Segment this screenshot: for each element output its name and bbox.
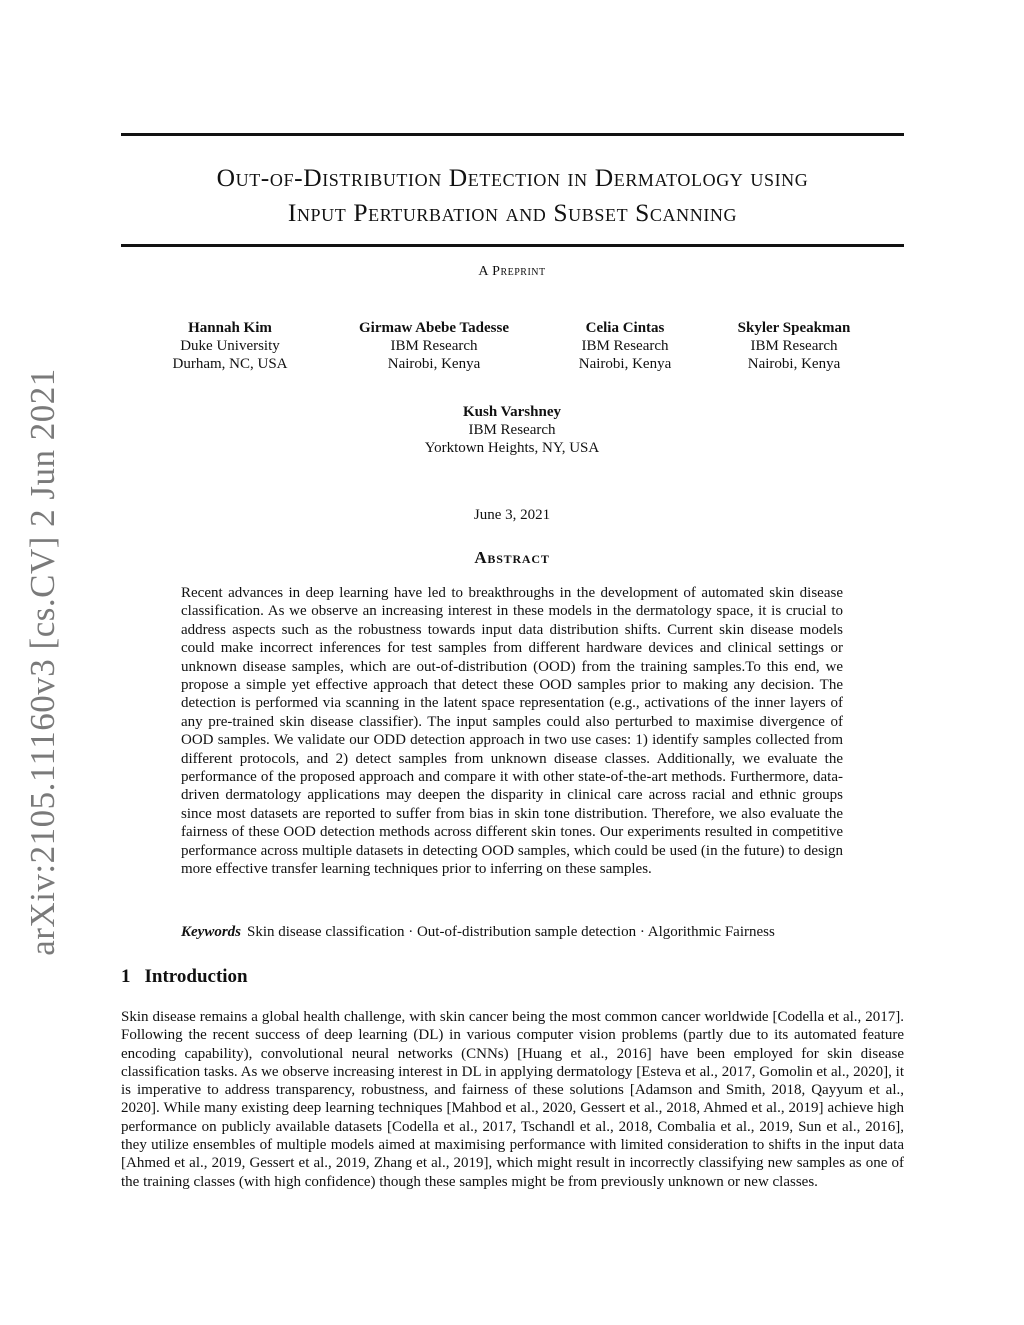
paper-title xyxy=(121,160,904,230)
author-affiliation: Duke University xyxy=(180,338,280,354)
keywords-label: Keywords xyxy=(181,924,241,940)
author-name: Skyler Speakman xyxy=(737,320,851,336)
author-affiliation: IBM Research xyxy=(581,338,669,354)
paper-title-line-2: Input Perturbation and Subset Scanning xyxy=(287,198,738,227)
publication-date: June 3, 2021 xyxy=(473,507,551,523)
author-name: Celia Cintas xyxy=(585,320,665,336)
author-affiliation: IBM Research xyxy=(750,338,838,354)
author-location: Yorktown Heights, NY, USA xyxy=(424,440,600,456)
section-title: Introduction xyxy=(144,966,248,987)
author-location: Durham, NC, USA xyxy=(172,356,288,372)
arxiv-stamp-text: arXiv:2105.11160v3 [cs.CV] 2 Jun 2021 xyxy=(23,368,62,956)
author-location: Nairobi, Kenya xyxy=(578,356,672,372)
paper-title-line-1: Out-of-Distribution Detection in Dermatology using xyxy=(216,163,809,192)
title-top-rule xyxy=(121,133,904,136)
abstract-text: Recent advances in deep learning have led to breakthroughs in the development of automated skin disease classification. As we observe an increasing interest in these models in the dermatology space, it is crucial to address aspects such as the robustness towards input data distribution shifts. Current skin disease models could make incorrect inferences for test samples from different hardware devices and clinical settings or unknown disease samples, which are out-of-distribution (OOD) from the training samples.To this end, we propose a simple yet effective approach that detect these OOD samples prior to making any decision. The detection is performed via scanning in the latent space representation (e.g., activations of the inner layers of any pre-trained skin disease classifier). The input samples could also perturbed to maximise divergence of OOD samples. We validate our ODD detection approach in two use cases: 1) identify samples collected from different protocols, and 2) detect samples from unknown disease classes. Additionally, we evaluate the performance of the proposed approach and compare it with other state-of-the-art methods. Furthermore, data-driven dermatology applications may deepen the disparity in clinical care across racial and ethnic groups since most datasets are reported to suffer from bias in skin tone distribution. Therefore, we also evaluate the fairness of these OOD detection methods across different skin tones. Our experiments resulted in competitive performance across multiple datasets in detecting OOD samples, which could be used (in the future) to design more effective transfer learning techniques prior to inferring on these samples. xyxy=(181,585,843,878)
keywords-text: Skin disease classification · Out-of-distribution sample detection · Algorithmic Fairness xyxy=(247,924,775,940)
introduction-paragraph: Skin disease remains a global health challenge, with skin cancer being the most common cancer worldwide [Codella et al., 2017]. Following the recent success of deep learning (DL) in various computer vision problems (partly due to its automated feature encoding capability), convolutional neural networks (CNNs) [Huang et al., 2016] have been employed for skin disease classification tasks. As we observe increasing interest in DL in applying dermatology [Esteva et al., 2017, Gomolin et al., 2020], it is imperative to address transparency, robustness, and fairness of these solutions [Adamson and Smith, 2018, Qayyum et al., 2020]. While many existing deep learning techniques [Mahbod et al., 2020, Gessert et al., 2018, Ahmed et al., 2019] achieve high performance on publicly available datasets [Codella et al., 2017, Tschandl et al., 2018, Combalia et al., 2019, Sun et al., 2016], they utilize ensembles of multiple models aimed at maximising performance with limited consideration to shifts in the input data [Ahmed et al., 2019, Gessert et al., 2019, Zhang et al., 2019], which might result in incorrectly classifying new samples as one of the training classes (with high confidence) though these samples might be from previously unknown or new classes. xyxy=(121,1009,904,1190)
section-heading-introduction xyxy=(121,966,248,988)
arxiv-stamp xyxy=(20,367,66,957)
abstract-heading: Abstract xyxy=(474,548,550,567)
author-affiliation: IBM Research xyxy=(390,338,478,354)
preprint-label: A Preprint xyxy=(478,264,546,279)
author-affiliation: IBM Research xyxy=(468,422,556,438)
author-block xyxy=(324,319,544,373)
author-block xyxy=(120,319,340,373)
author-block xyxy=(684,319,904,373)
author-name: Girmaw Abebe Tadesse xyxy=(358,320,509,336)
title-bottom-rule xyxy=(121,244,904,247)
author-name: Kush Varshney xyxy=(463,404,561,420)
author-block xyxy=(362,403,662,457)
author-location: Nairobi, Kenya xyxy=(387,356,481,372)
keywords xyxy=(181,923,861,941)
author-location: Nairobi, Kenya xyxy=(747,356,841,372)
author-name: Hannah Kim xyxy=(188,320,272,336)
section-number: 1 xyxy=(121,966,131,987)
